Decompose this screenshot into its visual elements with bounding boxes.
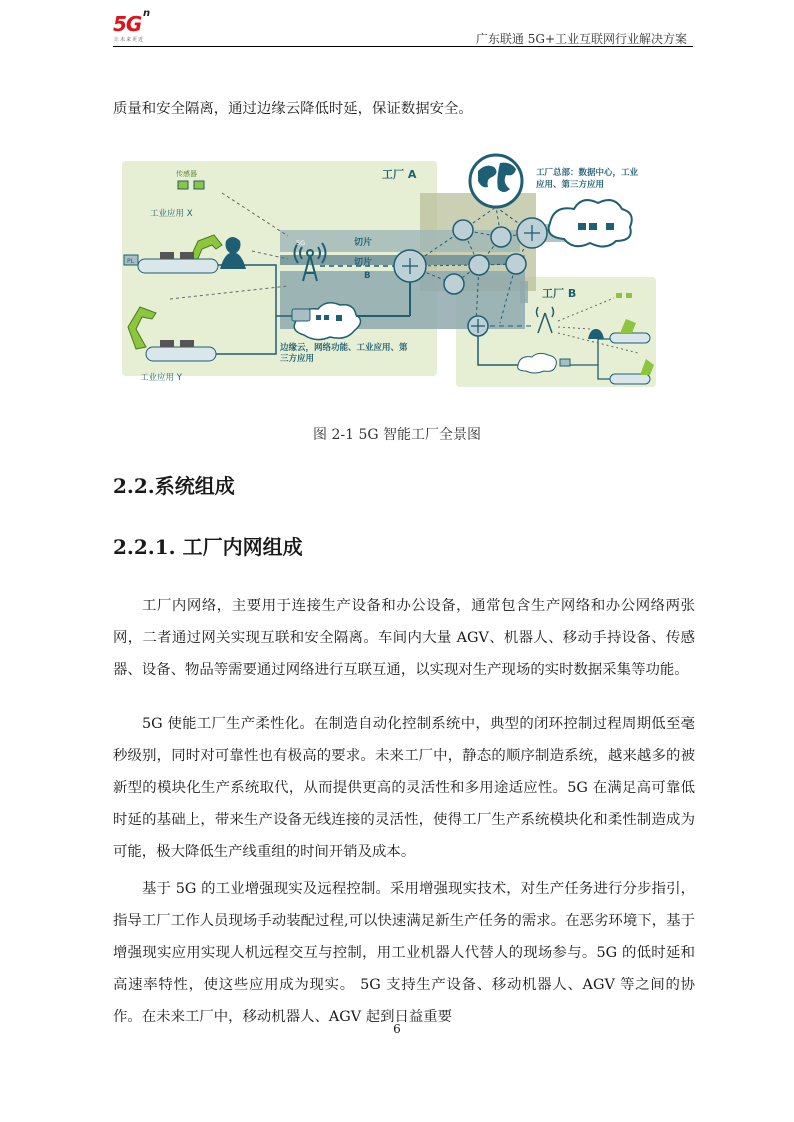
app-x-label: 工业应用 X xyxy=(150,209,193,219)
slice-b-label: 切片 xyxy=(354,258,373,268)
factory-a-label: 工厂 A xyxy=(382,168,417,181)
page-number: 6 xyxy=(393,1022,401,1036)
hq-label-2: 应用、第三方应用 xyxy=(536,180,605,190)
brand-logo xyxy=(113,10,183,44)
intro-line: 质量和安全隔离，通过边缘云降低时延，保证数据安全。 xyxy=(113,101,473,117)
paragraph-3: 基于 5G 的工业增强现实及远程控制。采用增强现实技术，对生产任务进行分步指引，指导工厂工作人员现场手动装配过程,可以快速满足新生产任务的需求。在恶劣环境下，基于增强现实应用实现人机远程交互与控制，用工业机器人代替人的现场参与。5G 的低时延和高速率特性，使这些应用成为现实。 5G 支持生产设备、移动机器人、AGV 等之间的协作。在未来工厂中，移动机器人、AGV 起到日益重要 xyxy=(113,881,695,1025)
logo-subtitle: 让未来更近 xyxy=(114,37,145,43)
logo-superscript: n xyxy=(143,8,151,19)
edge-cloud-label-1: 边缘云，网络功能、工业应用、第 xyxy=(280,343,408,353)
app-y-label: 工业应用 Y xyxy=(140,373,182,383)
conveyor-y xyxy=(146,347,216,361)
factory-b-label: 工厂 B xyxy=(542,287,577,300)
conveyor-a xyxy=(138,259,218,273)
figure-caption: 图 2-1 5G 智能工厂全景图 xyxy=(313,427,481,443)
slice-a-label: 切片 xyxy=(354,238,373,248)
5g-label: 5G xyxy=(296,239,306,247)
document-title: 广东联通 5G+工业互联网行业解决方案 xyxy=(475,32,687,46)
globe-icon xyxy=(470,155,522,207)
logo-5g-text: 5G xyxy=(113,12,142,36)
edge-cloud-label-2: 三方应用 xyxy=(280,354,315,364)
hq-label-1: 工厂总部：数据中心，工业 xyxy=(536,168,639,178)
section-heading: 2.2.系统组成 xyxy=(113,474,235,498)
subsection-heading: 2.2.1. 工厂内网组成 xyxy=(113,535,303,559)
slice-b-letter: B xyxy=(364,271,371,281)
paragraph-2: 5G 使能工厂生产柔性化。在制造自动化控制系统中，典型的闭环控制过程周期低至毫秒级别，同时对可靠性也有极高的要求。未来工厂中，静态的顺序制造系统，越来越多的被新型的模块化生产系统取代，从而提供更高的灵活性和多用途适应性。5G 在满足高可靠低时延的基础上，带来生产设备无线连接的灵活性，使得工厂生产系统模块化和柔性制造成为可能，极大降低生产线重组的时间开销及成本。 xyxy=(113,716,695,860)
paragraph-1: 工厂内网络，主要用于连接生产设备和办公设备，通常包含生产网络和办公网络两张网，二者通过网关实现互联和安全隔离。车间内大量 AGV、机器人、移动手持设备、传感器、设备、物品等需要通过网络进行互联互通，以实现对生产现场的实时数据采集等功能。 xyxy=(113,598,695,678)
smart-factory-diagram xyxy=(120,153,660,389)
plc-label: PL xyxy=(127,258,134,265)
sensor-label: 传感器 xyxy=(176,170,197,178)
page-header xyxy=(113,8,693,47)
